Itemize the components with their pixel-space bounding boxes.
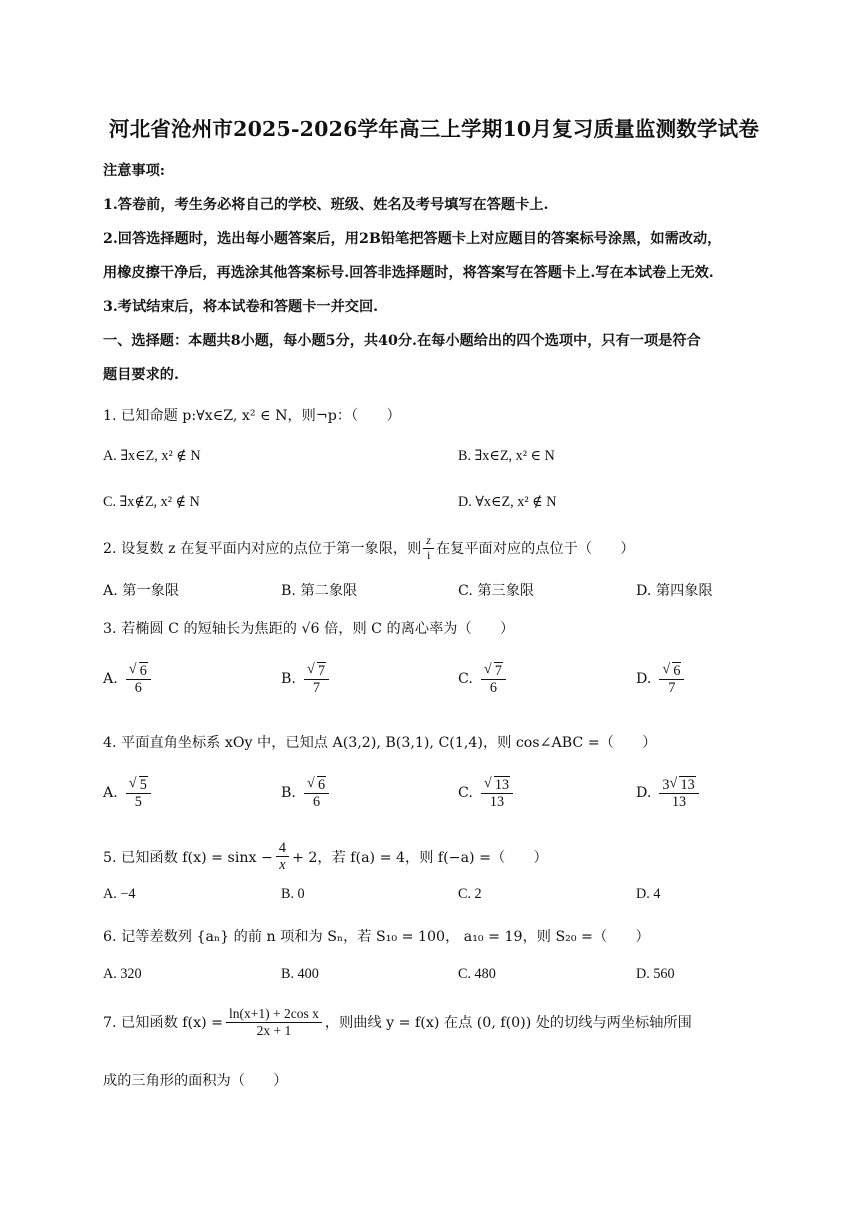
notice-item: 3.考试结束后，将本试卷和答题卡一并交回. <box>103 299 379 315</box>
q2-fraction: $\frac{z}{i}$ <box>423 534 434 563</box>
q2-stem: 2. 设复数 z 在复平面内对应的点位于第一象限，则 $\frac{z}{i}$ 在复平面对应的点位于（ ） <box>103 533 635 562</box>
q3-option-b: B. √ $\frac{7}{7}$ <box>281 662 329 697</box>
q2-option-d: D. 第四象限 <box>636 583 713 599</box>
q5-stem: 5. 已知函数 f(x) = sinx − $\frac{4}{x}$ + 2，若 f(a) = 4，则 f(−a) =（ ） <box>103 840 548 874</box>
q6-stem: 6. 记等差数列 {aₙ} 的前 n 项和为 Sₙ，若 S₁₀ = 100， a₁₀ = 19，则 S₂₀ =（ ） <box>103 929 650 945</box>
q3-option-a: A. √ $\frac{6}{6}$ <box>103 662 151 697</box>
q2-option-b: B. 第二象限 <box>281 583 358 599</box>
q1-option-d: D. ∀x∈Z, x² ∉ N <box>458 494 557 510</box>
section-heading: 一、选择题：本题共8小题，每小题5分，共40分.在每小题给出的四个选项中，只有一项是符合 <box>103 333 701 349</box>
q2-option-c: C. 第三象限 <box>458 583 535 599</box>
q1-option-c: C. ∃x∉Z, x² ∉ N <box>103 494 200 510</box>
notice-item: 1.答卷前，考生务必将自己的学校、班级、姓名及考号填写在答题卡上. <box>103 197 549 213</box>
q3-stem: 3. 若椭圆 C 的短轴长为焦距的 √6 倍，则 C 的离心率为（ ） <box>103 621 515 637</box>
notice-item: 2.回答选择题时，选出每小题答案后，用2B铅笔把答题卡上对应题目的答案标号涂黑，如需改动， <box>103 231 722 247</box>
q6-option-c: C. 480 <box>458 966 496 982</box>
q4-stem: 4. 平面直角坐标系 xOy 中，已知点 A(3,2), B(3,1), C(1,4)，则 cos∠ABC =（ ） <box>103 735 657 751</box>
q6-option-b: B. 400 <box>281 966 319 982</box>
q7-stem-cont: 成的三角形的面积为（ ） <box>103 1073 288 1089</box>
notice-heading: 注意事项: <box>103 163 165 179</box>
q4-option-b: B. √ $\frac{6}{6}$ <box>281 776 329 811</box>
q2-option-a: A. 第一象限 <box>103 583 180 599</box>
q5-option-c: C. 2 <box>458 886 482 902</box>
q5-option-b: B. 0 <box>281 886 305 902</box>
q7-stem: 7. 已知函数 f(x) = $\frac{\text{ln(x+1) + 2cos x}}{2x + 1}$ ，则曲线 y = f(x) 在点 (0, f(0)) 处的切线与两坐标轴所围 <box>103 1006 692 1038</box>
q5-option-d: D. 4 <box>636 886 661 902</box>
section-heading-cont: 题目要求的. <box>103 367 179 383</box>
q1-option-b: B. ∃x∈Z, x² ∈ N <box>458 448 555 464</box>
q6-option-d: D. 560 <box>636 966 675 982</box>
q5-option-a: A. −4 <box>103 886 136 902</box>
q4-option-c: C. √ $\frac{13}{13}$ <box>458 776 513 811</box>
notice-item: 用橡皮擦干净后，再选涂其他答案标号.回答非选择题时，将答案写在答题卡上.写在本试卷上无效. <box>103 265 714 281</box>
q6-option-a: A. 320 <box>103 966 142 982</box>
page-title: 河北省沧州市2025-2026学年高三上学期10月复习质量监测数学试卷 <box>108 117 760 141</box>
q4-option-d: D. $\frac{3√ 13}{13}$ <box>636 776 699 811</box>
q4-option-a: A. √ $\frac{5}{5}$ <box>103 776 151 811</box>
q1-stem: 1. 已知命题 p:∀x∈Z, x² ∈ N，则¬p：（ ） <box>103 408 401 424</box>
q3-option-c: C. √ $\frac{7}{6}$ <box>458 662 506 697</box>
q1-option-a: A. ∃x∈Z, x² ∉ N <box>103 448 201 464</box>
q3-option-d: D. √ $\frac{6}{7}$ <box>636 662 684 697</box>
